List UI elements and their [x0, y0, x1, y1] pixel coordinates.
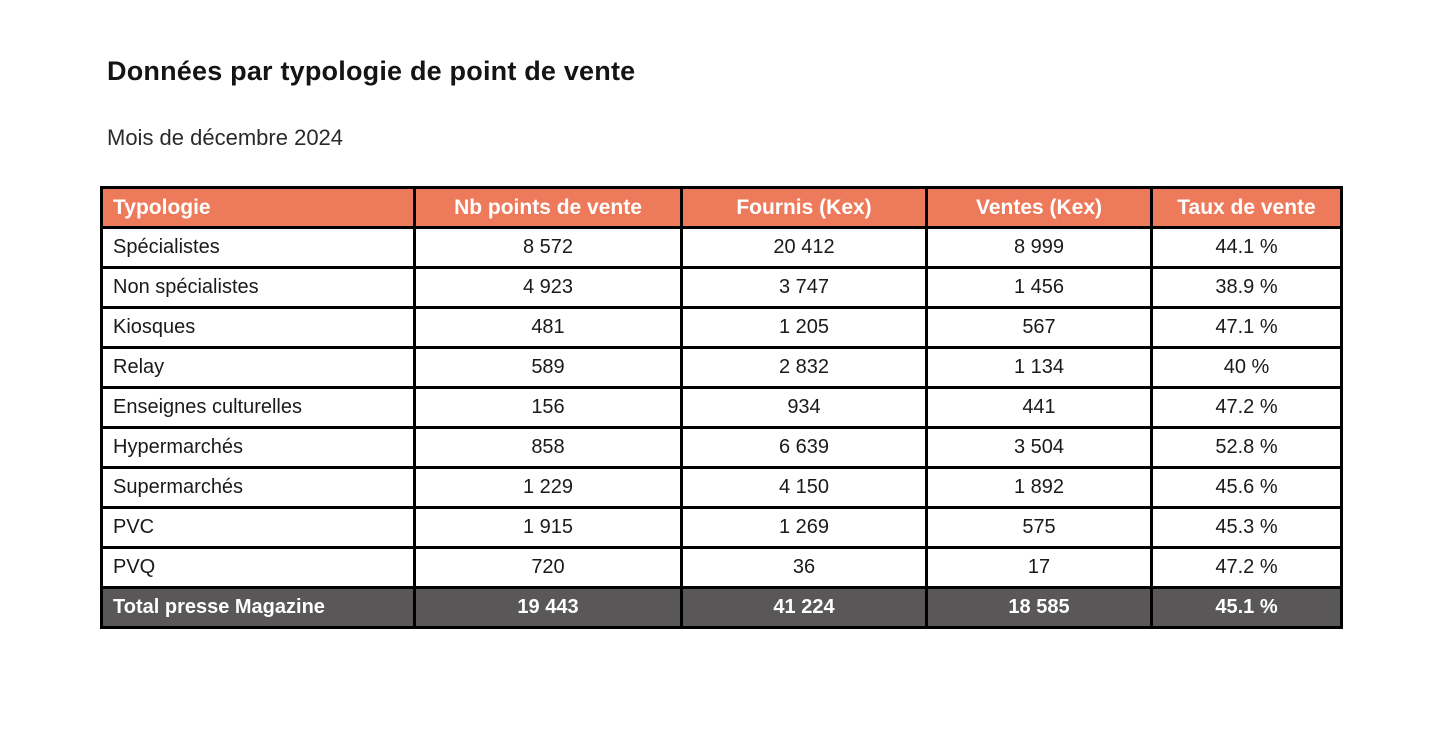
total-ventes: 18 585 [927, 588, 1152, 628]
table-row-specialistes [102, 228, 1342, 268]
cell-ventes: 17 [927, 548, 1152, 588]
table-row-non-specialistes [102, 268, 1342, 308]
table-row-pvc [102, 508, 1342, 548]
table-row-relay [102, 348, 1342, 388]
cell-taux: 45.6 % [1152, 468, 1342, 508]
page-title: Données par typologie de point de vente [107, 56, 636, 86]
cell-fournis: 1 269 [682, 508, 927, 548]
cell-fournis: 20 412 [682, 228, 927, 268]
cell-fournis: 4 150 [682, 468, 927, 508]
total-fournis: 41 224 [682, 588, 927, 628]
total-nb-points: 19 443 [415, 588, 682, 628]
cell-fournis: 36 [682, 548, 927, 588]
table-row-enseignes-culturelles [102, 388, 1342, 428]
cell-ventes: 1 456 [927, 268, 1152, 308]
cell-ventes: 8 999 [927, 228, 1152, 268]
header-typologie: Typologie [102, 188, 415, 228]
cell-ventes: 1 134 [927, 348, 1152, 388]
table-total-row [102, 588, 1342, 628]
header-nb-points-de-vente: Nb points de vente [415, 188, 682, 228]
cell-taux: 47.2 % [1152, 548, 1342, 588]
typology-data-table [100, 186, 1343, 629]
cell-fournis: 3 747 [682, 268, 927, 308]
cell-ventes: 3 504 [927, 428, 1152, 468]
cell-taux: 47.1 % [1152, 308, 1342, 348]
cell-typologie: Non spécialistes [102, 268, 415, 308]
cell-nb-points: 481 [415, 308, 682, 348]
cell-typologie: Supermarchés [102, 468, 415, 508]
total-taux: 45.1 % [1152, 588, 1342, 628]
cell-fournis: 6 639 [682, 428, 927, 468]
header-taux-de-vente: Taux de vente [1152, 188, 1342, 228]
cell-typologie: Relay [102, 348, 415, 388]
cell-taux: 40 % [1152, 348, 1342, 388]
cell-taux: 44.1 % [1152, 228, 1342, 268]
header-fournis-kex: Fournis (Kex) [682, 188, 927, 228]
page-subtitle: Mois de décembre 2024 [107, 125, 344, 150]
cell-fournis: 2 832 [682, 348, 927, 388]
cell-typologie: PVQ [102, 548, 415, 588]
cell-typologie: Kiosques [102, 308, 415, 348]
cell-ventes: 1 892 [927, 468, 1152, 508]
table-row-hypermarches [102, 428, 1342, 468]
cell-ventes: 567 [927, 308, 1152, 348]
table-header-row [102, 188, 1342, 228]
cell-ventes: 575 [927, 508, 1152, 548]
cell-taux: 38.9 % [1152, 268, 1342, 308]
cell-taux: 52.8 % [1152, 428, 1342, 468]
cell-fournis: 1 205 [682, 308, 927, 348]
table-row-pvq [102, 548, 1342, 588]
table-row-kiosques [102, 308, 1342, 348]
cell-nb-points: 8 572 [415, 228, 682, 268]
header-ventes-kex: Ventes (Kex) [927, 188, 1152, 228]
total-label: Total presse Magazine [102, 588, 415, 628]
cell-taux: 47.2 % [1152, 388, 1342, 428]
table-row-supermarches [102, 468, 1342, 508]
cell-nb-points: 858 [415, 428, 682, 468]
cell-taux: 45.3 % [1152, 508, 1342, 548]
cell-nb-points: 720 [415, 548, 682, 588]
cell-typologie: Spécialistes [102, 228, 415, 268]
cell-ventes: 441 [927, 388, 1152, 428]
cell-nb-points: 1 229 [415, 468, 682, 508]
cell-nb-points: 4 923 [415, 268, 682, 308]
cell-nb-points: 1 915 [415, 508, 682, 548]
cell-nb-points: 156 [415, 388, 682, 428]
cell-typologie: PVC [102, 508, 415, 548]
cell-typologie: Hypermarchés [102, 428, 415, 468]
cell-typologie: Enseignes culturelles [102, 388, 415, 428]
cell-fournis: 934 [682, 388, 927, 428]
cell-nb-points: 589 [415, 348, 682, 388]
